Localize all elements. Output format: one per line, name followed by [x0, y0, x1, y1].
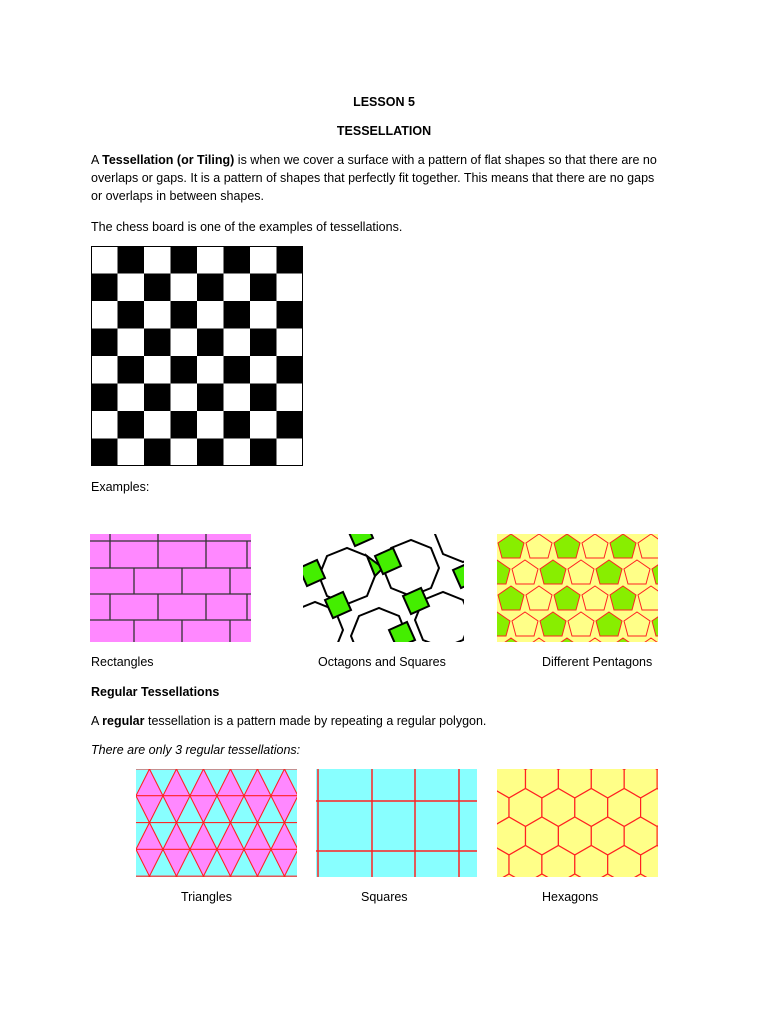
regular-definition: [91, 712, 486, 730]
chess-square: [250, 246, 277, 274]
chess-square: [277, 356, 304, 384]
chess-square: [224, 439, 251, 467]
chess-square: [277, 384, 304, 412]
chess-square: [197, 439, 224, 467]
hexagons-tessellation: [497, 769, 658, 877]
triangle-tile: [177, 876, 204, 877]
triangle-tile: [136, 876, 150, 877]
pentagons-tessellation: [497, 534, 658, 642]
chess-square: [144, 274, 171, 302]
triangle-tile: [231, 876, 258, 877]
chess-square: [171, 439, 198, 467]
chess-square: [144, 301, 171, 329]
chess-square: [197, 246, 224, 274]
chess-square: [91, 329, 118, 357]
chess-square: [171, 356, 198, 384]
intro-rest: is when we cover a surface with a pattern of flat shapes so that there are no: [234, 153, 657, 167]
chess-square: [118, 384, 145, 412]
caption-octagons-squares: Octagons and Squares: [318, 655, 446, 669]
squares-tessellation: [316, 769, 477, 877]
triangle-tile: [285, 876, 298, 877]
chess-square: [224, 246, 251, 274]
chess-square: [224, 301, 251, 329]
chess-square: [224, 356, 251, 384]
lesson-label: LESSON 5: [353, 95, 415, 109]
chess-square: [250, 274, 277, 302]
chess-square: [250, 301, 277, 329]
chess-square: [277, 301, 304, 329]
caption-squares: Squares: [361, 890, 408, 904]
intro-line-1: [91, 151, 691, 169]
chess-square: [144, 411, 171, 439]
chess-square: [91, 439, 118, 467]
chess-square: [144, 439, 171, 467]
intro-paragraph: [91, 151, 691, 205]
rectangles-tessellation: [90, 534, 251, 642]
chess-square: [91, 356, 118, 384]
chess-square: [197, 274, 224, 302]
chess-square: [91, 246, 118, 274]
chess-square: [144, 246, 171, 274]
chess-square: [277, 274, 304, 302]
chess-square: [118, 301, 145, 329]
chess-square: [118, 439, 145, 467]
chess-square: [250, 439, 277, 467]
chess-square: [144, 329, 171, 357]
regular-note: There are only 3 regular tessellations:: [91, 743, 301, 757]
intro-prefix: A: [91, 153, 103, 167]
chessboard-figure: [91, 246, 303, 466]
regular-def-prefix: A: [91, 714, 103, 728]
chess-square: [171, 384, 198, 412]
chess-square: [171, 301, 198, 329]
triangles-tessellation: [136, 769, 297, 877]
regular-def-term: regular: [102, 714, 145, 728]
intro-line-3: or overlaps in between shapes.: [91, 189, 265, 203]
regular-heading: Regular Tessellations: [91, 685, 220, 699]
chess-square: [197, 384, 224, 412]
chess-square: [197, 356, 224, 384]
chess-square: [118, 411, 145, 439]
chess-square: [250, 411, 277, 439]
triangle-tile: [150, 876, 177, 877]
chess-square: [118, 246, 145, 274]
chess-square: [277, 329, 304, 357]
chess-square: [91, 411, 118, 439]
examples-label: Examples:: [91, 480, 150, 494]
intro-term: Tessellation (or Tiling): [102, 153, 235, 167]
chess-square: [197, 329, 224, 357]
caption-hexagons: Hexagons: [542, 890, 599, 904]
chess-square: [118, 356, 145, 384]
chess-square: [224, 274, 251, 302]
chess-square: [171, 246, 198, 274]
chess-square: [250, 384, 277, 412]
chess-text: The chess board is one of the examples of tessellations.: [91, 220, 403, 234]
chess-square: [171, 411, 198, 439]
chess-square: [171, 274, 198, 302]
chess-square: [91, 301, 118, 329]
chess-square: [224, 329, 251, 357]
chess-square: [277, 439, 304, 467]
chess-square: [118, 329, 145, 357]
caption-pentagons: Different Pentagons: [542, 655, 653, 669]
regular-def-rest: tessellation is a pattern made by repeating a regular polygon.: [144, 714, 487, 728]
chess-square: [118, 274, 145, 302]
page-title: TESSELLATION: [336, 124, 432, 138]
chess-square: [224, 384, 251, 412]
chess-square: [91, 384, 118, 412]
caption-triangles: Triangles: [181, 890, 232, 904]
chess-square: [91, 274, 118, 302]
chess-square: [250, 356, 277, 384]
chess-square: [171, 329, 198, 357]
chess-square: [197, 411, 224, 439]
triangle-tile: [258, 876, 285, 877]
chess-square: [250, 329, 277, 357]
caption-rectangles: Rectangles: [91, 655, 154, 669]
chess-square: [144, 384, 171, 412]
chess-square: [277, 246, 304, 274]
triangle-tile: [204, 876, 231, 877]
intro-line-2: overlaps or gaps. It is a pattern of shapes that perfectly fit together. This means that there are no gaps: [91, 171, 655, 185]
chess-square: [144, 356, 171, 384]
chess-square: [197, 301, 224, 329]
chess-square: [277, 411, 304, 439]
chess-square: [224, 411, 251, 439]
octagons-squares-tessellation: [303, 534, 464, 642]
